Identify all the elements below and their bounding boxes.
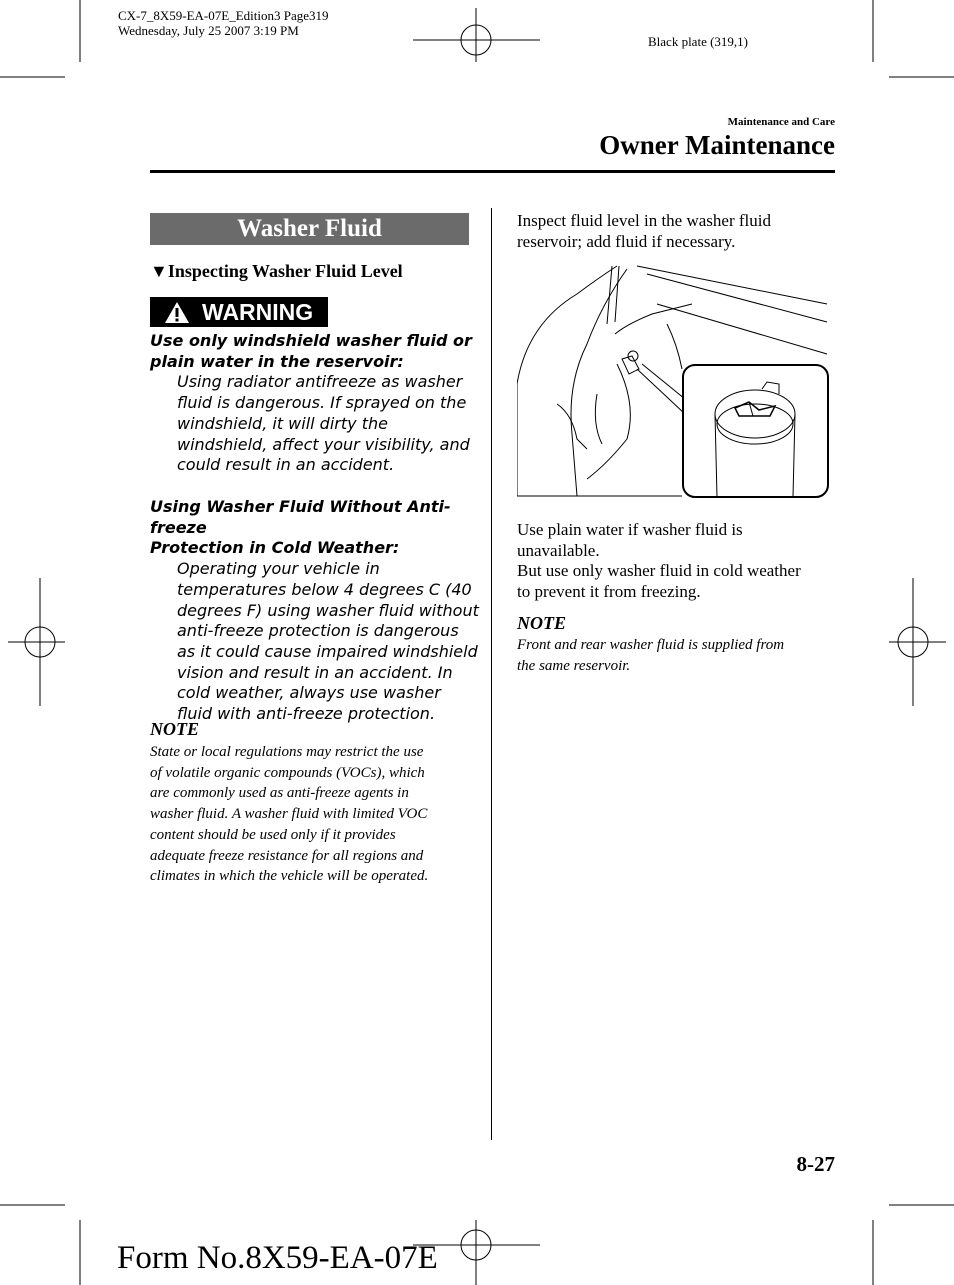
meta-line-1: CX-7_8X59-EA-07E_Edition3 Page319 — [118, 8, 329, 23]
warning-1-line: could result in an accident. — [177, 455, 395, 475]
warning-2-title-line: Using Washer Fluid Without Anti-freeze — [150, 497, 451, 537]
warning-2-line: fluid with anti-freeze protection. — [177, 704, 436, 724]
warning-2-line: as it could cause impaired windshield — [177, 641, 478, 661]
note-line: the same reservoir. — [517, 657, 631, 674]
warning-2 — [150, 497, 480, 725]
warning-2-title-line: Protection in Cold Weather: — [150, 538, 400, 558]
page-number: 8-27 — [796, 1152, 835, 1176]
warning-badge — [150, 297, 328, 327]
plate-info: Black plate (319,1) — [648, 34, 748, 49]
note-text-right — [517, 635, 837, 676]
warning-1 — [150, 331, 480, 476]
warning-1-line: windshield, affect your visibility, and — [177, 434, 470, 454]
warning-2-line: temperatures below 4 degrees C (40 — [177, 579, 472, 599]
subheading: ▼Inspecting Washer Fluid Level — [150, 261, 403, 281]
body-line: Use plain water if washer fluid is — [517, 520, 743, 539]
section-heading: Washer Fluid — [150, 213, 469, 245]
warning-1-line: windshield, it will dirty the — [177, 413, 388, 433]
title-rule — [150, 170, 835, 173]
section-label: Maintenance and Care — [727, 116, 835, 128]
body-line: unavailable. — [517, 540, 600, 560]
warning-1-title-line: plain water in the reservoir: — [150, 351, 404, 371]
warning-2-line: cold weather, always use washer — [177, 683, 441, 703]
warning-1-line: Using radiator antifreeze as washer — [177, 372, 463, 392]
note-line: of volatile organic compounds (VOCs), which — [150, 764, 425, 781]
warning-1-line: fluid is dangerous. If sprayed on the — [177, 393, 467, 413]
intro-line: Inspect fluid level in the washer fluid — [517, 211, 771, 230]
body-text — [517, 520, 837, 603]
note-heading-left: NOTE — [150, 719, 199, 739]
body-line: to prevent it from freezing. — [517, 582, 701, 602]
note-line: climates in which the vehicle will be operated. — [150, 868, 429, 885]
body-line: But use only washer fluid in cold weather — [517, 561, 801, 581]
note-text-left — [150, 742, 480, 887]
intro-text — [517, 211, 837, 252]
warning-2-line: vision and result in an accident. In — [177, 662, 453, 682]
warning-label: WARNING — [202, 299, 314, 325]
warning-2-line: degrees F) using washer fluid without — [177, 600, 479, 620]
note-line: Front and rear washer fluid is supplied from — [517, 637, 785, 653]
washer-reservoir-illustration — [517, 264, 835, 500]
warning-2-body — [150, 559, 480, 725]
note-line: content should be used only if it provides — [150, 826, 396, 843]
intro-line: reservoir; add fluid if necessary. — [517, 231, 736, 251]
warning-2-line: Operating your vehicle in — [177, 559, 380, 579]
warning-triangle-icon — [164, 301, 190, 324]
note-line: are commonly used as anti-freeze agents in — [150, 785, 409, 802]
note-line: State or local regulations may restrict the use — [150, 744, 424, 760]
meta-line-2: Wednesday, July 25 2007 3:19 PM — [118, 23, 299, 38]
warning-1-title-line: Use only windshield washer fluid or — [150, 331, 472, 350]
note-line: washer fluid. A washer fluid with limited VOC — [150, 806, 428, 823]
column-divider — [491, 208, 492, 1140]
note-heading-right: NOTE — [517, 613, 566, 633]
form-number: Form No.8X59-EA-07E — [117, 1240, 438, 1276]
warning-1-body — [150, 372, 480, 476]
chapter-title: Owner Maintenance — [599, 130, 835, 160]
warning-2-line: anti-freeze protection is dangerous — [177, 621, 459, 641]
note-line: adequate freeze resistance for all regions and — [150, 847, 424, 864]
